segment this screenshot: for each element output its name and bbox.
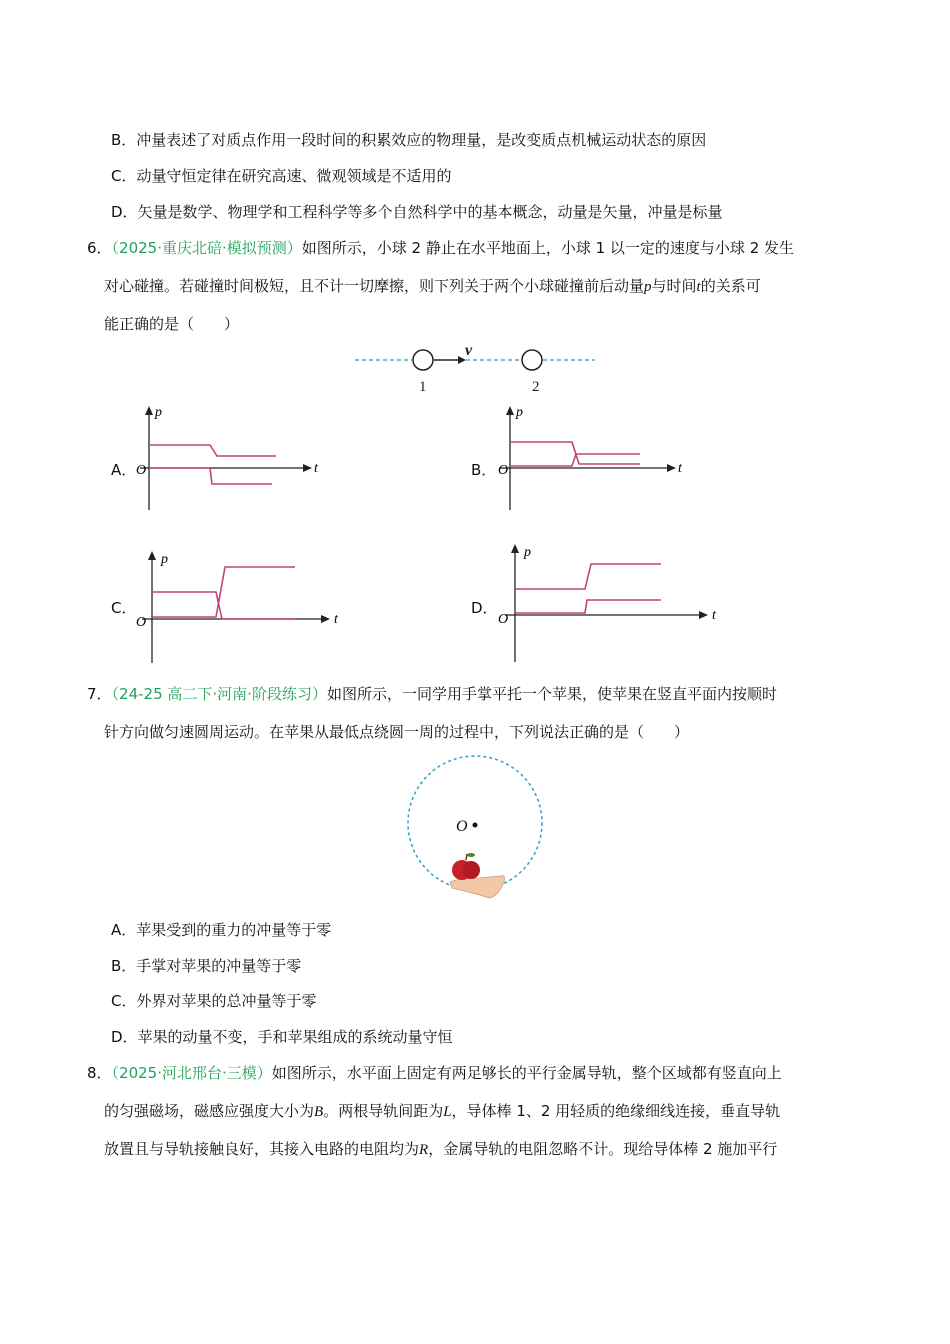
- axis-p-label: p: [516, 405, 523, 420]
- origin-label: O: [498, 463, 509, 478]
- q7-circle-figure: [400, 750, 560, 910]
- origin-label: O: [498, 612, 509, 627]
- q6-text-line1: 如图所示，小球 2 静止在水平地面上，小球 1 以一定的速度与小球 2 发生: [301, 239, 795, 257]
- q7-source: （24-25 高二下·河南·阶段练习）: [111, 685, 327, 703]
- ball-1: [413, 350, 433, 370]
- q6-var-p: p: [644, 279, 652, 295]
- origin-label: O: [136, 615, 147, 630]
- q8-var-l: L: [443, 1104, 452, 1120]
- q8-text-line3a: 放置且与导轨接触良好，其接入电路的电阻均为: [104, 1140, 420, 1158]
- axis-t-label: t: [678, 461, 682, 476]
- center-point: [473, 823, 478, 828]
- q8-source: （2025·河北邢台·三模）: [111, 1064, 272, 1082]
- q7-line2: 针方向做匀速圆周运动。在苹果从最低点绕圆一周的过程中，下列说法正确的是（ ）: [104, 723, 690, 741]
- q7-text-line1: 如图所示，一同学用手掌平托一个苹果，使苹果在竖直平面内按顺时: [326, 685, 777, 703]
- y-arrow: [148, 551, 156, 560]
- q6-graph-b: [490, 402, 690, 512]
- ball-1-label: 1: [419, 379, 427, 395]
- ball1-curve: [152, 592, 295, 619]
- q8-var-b: B: [314, 1104, 324, 1120]
- q7-option-a: A．苹果受到的重力的冲量等于零: [111, 921, 332, 939]
- x-arrow: [303, 464, 312, 472]
- q6-collision-figure: [350, 340, 610, 396]
- ball2-curve: [149, 468, 272, 484]
- q6-line1: [87, 237, 794, 259]
- q8-number: 8．: [87, 1064, 112, 1082]
- q6-option-b-label: B．: [471, 461, 497, 479]
- velocity-label: v: [465, 342, 473, 359]
- q6-text-line2a: 对心碰撞。若碰撞时间极短，且不计一切摩擦，则下列关于两个小球碰撞前后动量: [104, 277, 645, 295]
- q6-graph-d: [490, 538, 730, 664]
- q8-line1: [87, 1062, 782, 1084]
- q8-text-line2b: 。两根导轨间距为: [323, 1102, 444, 1120]
- q6-option-c-label: C．: [111, 599, 137, 617]
- q6-number: 6．: [87, 239, 112, 257]
- q8-text-line3b: ，金属导轨的电阻忽略不计。现给导体棒 2 施加平行: [428, 1140, 778, 1158]
- ball-2-label: 2: [532, 379, 540, 395]
- q6-graph-c: [130, 545, 350, 665]
- q8-text-line1: 如图所示，水平面上固定有两足够长的平行金属导轨，整个区域都有竖直向上: [271, 1064, 782, 1082]
- q6-line3: 能正确的是（ ）: [104, 315, 240, 333]
- axis-p-label: p: [524, 545, 531, 560]
- axis-t-label: t: [334, 612, 338, 627]
- q6-option-d-label: D．: [471, 599, 498, 617]
- q7-line1: [87, 683, 777, 705]
- axis-p-label: p: [155, 405, 162, 420]
- axis-p-label: p: [161, 552, 168, 567]
- x-arrow: [699, 611, 708, 619]
- q6-source: （2025·重庆北碚·模拟预测）: [111, 239, 302, 257]
- q7-option-d: D．苹果的动量不变，手和苹果组成的系统动量守恒: [111, 1028, 453, 1046]
- ball1-curve: [510, 442, 640, 464]
- ball1-curve: [149, 445, 276, 456]
- q6-graph-a: [130, 402, 330, 512]
- ball2-curve: [515, 600, 661, 613]
- q7-option-c: C．外界对苹果的总冲量等于零: [111, 992, 317, 1010]
- y-arrow: [506, 406, 514, 415]
- q8-line2: [104, 1100, 780, 1123]
- center-label: O: [456, 818, 468, 835]
- q6-line2: [104, 275, 761, 298]
- y-arrow: [511, 544, 519, 553]
- q7-option-b: B．手掌对苹果的冲量等于零: [111, 957, 302, 975]
- q5-option-c: C．动量守恒定律在研究高速、微观领域是不适用的: [111, 167, 452, 185]
- q5-option-b: B．冲量表述了对质点作用一段时间的积累效应的物理量，是改变质点机械运动状态的原因: [111, 131, 707, 149]
- q6-var-t: t: [696, 279, 701, 295]
- q8-line3: [104, 1138, 777, 1161]
- x-arrow: [667, 464, 676, 472]
- x-arrow: [321, 615, 330, 623]
- axis-t-label: t: [712, 608, 716, 623]
- q6-text-line2c: 的关系可: [700, 277, 761, 295]
- q6-option-a-label: A．: [111, 461, 137, 479]
- q7-number: 7．: [87, 685, 112, 703]
- q5-option-d: D．矢量是数学、物理学和工程科学等多个自然科学中的基本概念，动量是矢量，冲量是标量: [111, 203, 723, 221]
- q8-var-r: R: [419, 1142, 429, 1158]
- q8-text-line2c: ，导体棒 1、2 用轻质的绝缘细线连接，垂直导轨: [451, 1102, 781, 1120]
- y-arrow: [145, 406, 153, 415]
- ball1-curve: [515, 564, 661, 589]
- origin-label: O: [136, 463, 147, 478]
- q6-text-line2b: 与时间: [651, 277, 697, 295]
- q8-text-line2a: 的匀强磁场，磁感应强度大小为: [104, 1102, 315, 1120]
- ball-2: [522, 350, 542, 370]
- axis-t-label: t: [314, 461, 318, 476]
